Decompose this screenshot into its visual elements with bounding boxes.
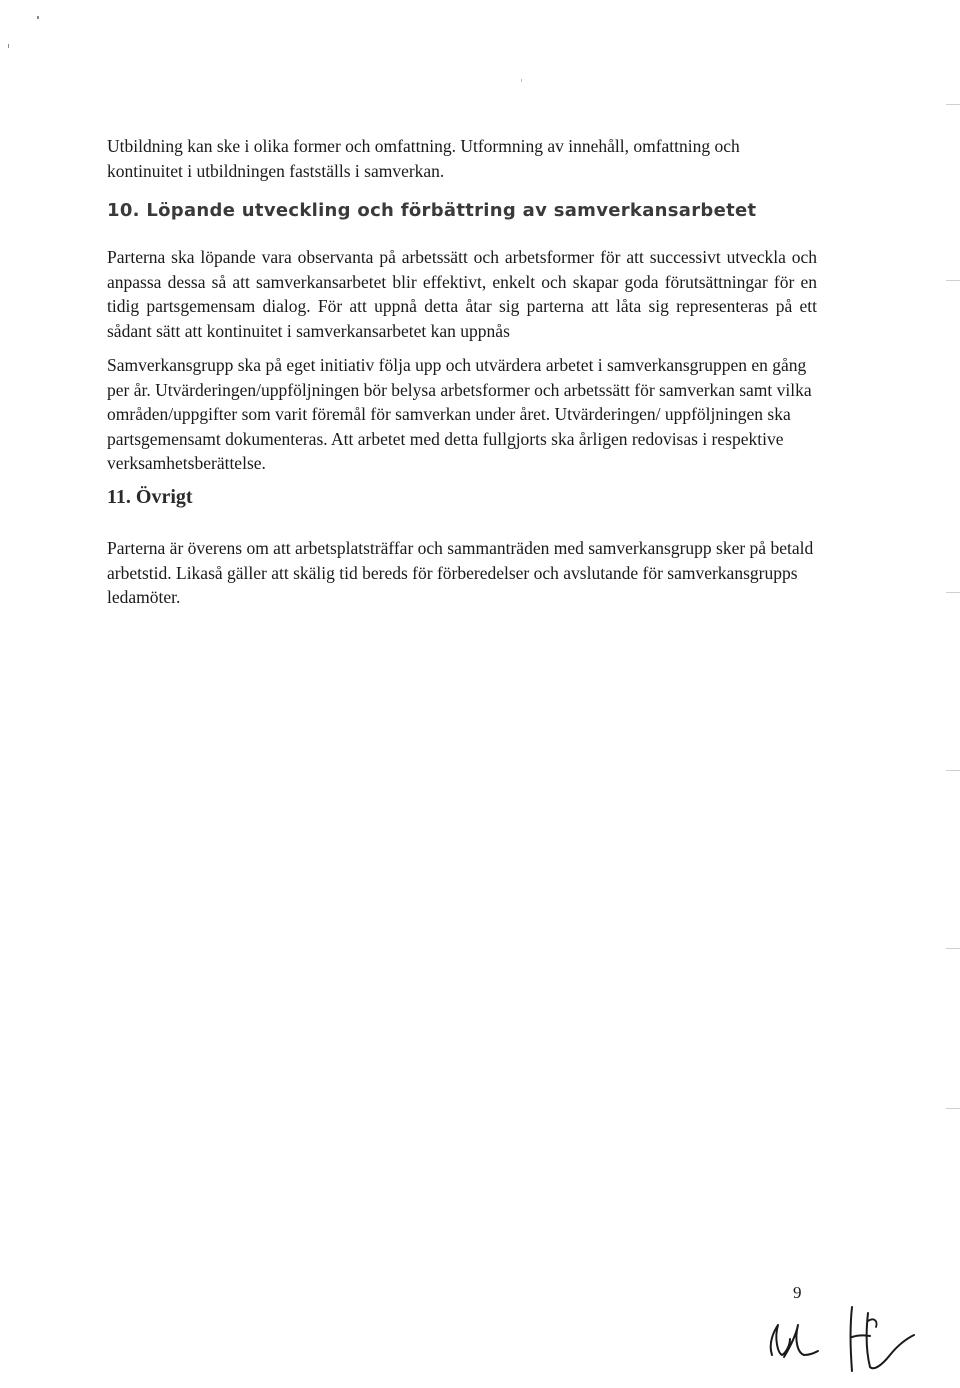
scan-edge-mark (946, 592, 960, 593)
scan-edge-mark (946, 948, 960, 949)
scan-edge-mark (946, 1108, 960, 1109)
section-10-heading: 10. Löpande utveckling och förbättring av samverkansarbetet (107, 200, 757, 221)
scan-edge-mark (946, 280, 960, 281)
page-number: 9 (793, 1283, 802, 1302)
scan-edge-mark (946, 770, 960, 771)
scan-speck (521, 79, 522, 82)
scan-speck (37, 16, 39, 19)
section-11-heading: 11. Övrigt (107, 486, 193, 508)
section-11-paragraph-1: Parterna är överens om att arbetsplatsträffar och sammanträden med samverkansgrupp sker på betald arbetstid. Likaså gäller att skälig tid bereds för förberedelser och avslutande för samverkansgrupps ledamöter. (107, 538, 814, 607)
scan-edge-mark (946, 104, 960, 105)
signature-initials (760, 1295, 930, 1375)
section-10-paragraph-1: Parterna ska löpande vara observanta på arbetssätt och arbetsformer för att successivt utveckla och anpassa dessa så att samverkansarbetet blir effektivt, enkelt och skapar goda förutsättningar för en tidig partsgemensam dialog. För att uppnå detta åtar sig parterna att låta sig representeras på ett sådant sätt att kontinuitet i samverkansarbetet kan uppnås (107, 247, 817, 341)
scan-speck (8, 44, 9, 48)
section-10-paragraph-2: Samverkansgrupp ska på eget initiativ följa upp och utvärdera arbetet i samverkansgruppen en gång per år. Utvärderingen/uppföljningen bör belysa arbetsformer och arbetssätt för samverkan samt vilka områden/uppgifter som varit föremål för samverkan under året. Utvärderingen/ uppföljningen ska partsgemensamt dokumenteras. Att arbetet med detta fullgjorts ska årligen redovisas i respektive verksamhetsberättelse. (107, 355, 812, 473)
intro-paragraph: Utbildning kan ske i olika former och omfattning. Utformning av innehåll, omfattning och kontinuitet i utbildningen fastställs i samverkan. (107, 136, 740, 181)
